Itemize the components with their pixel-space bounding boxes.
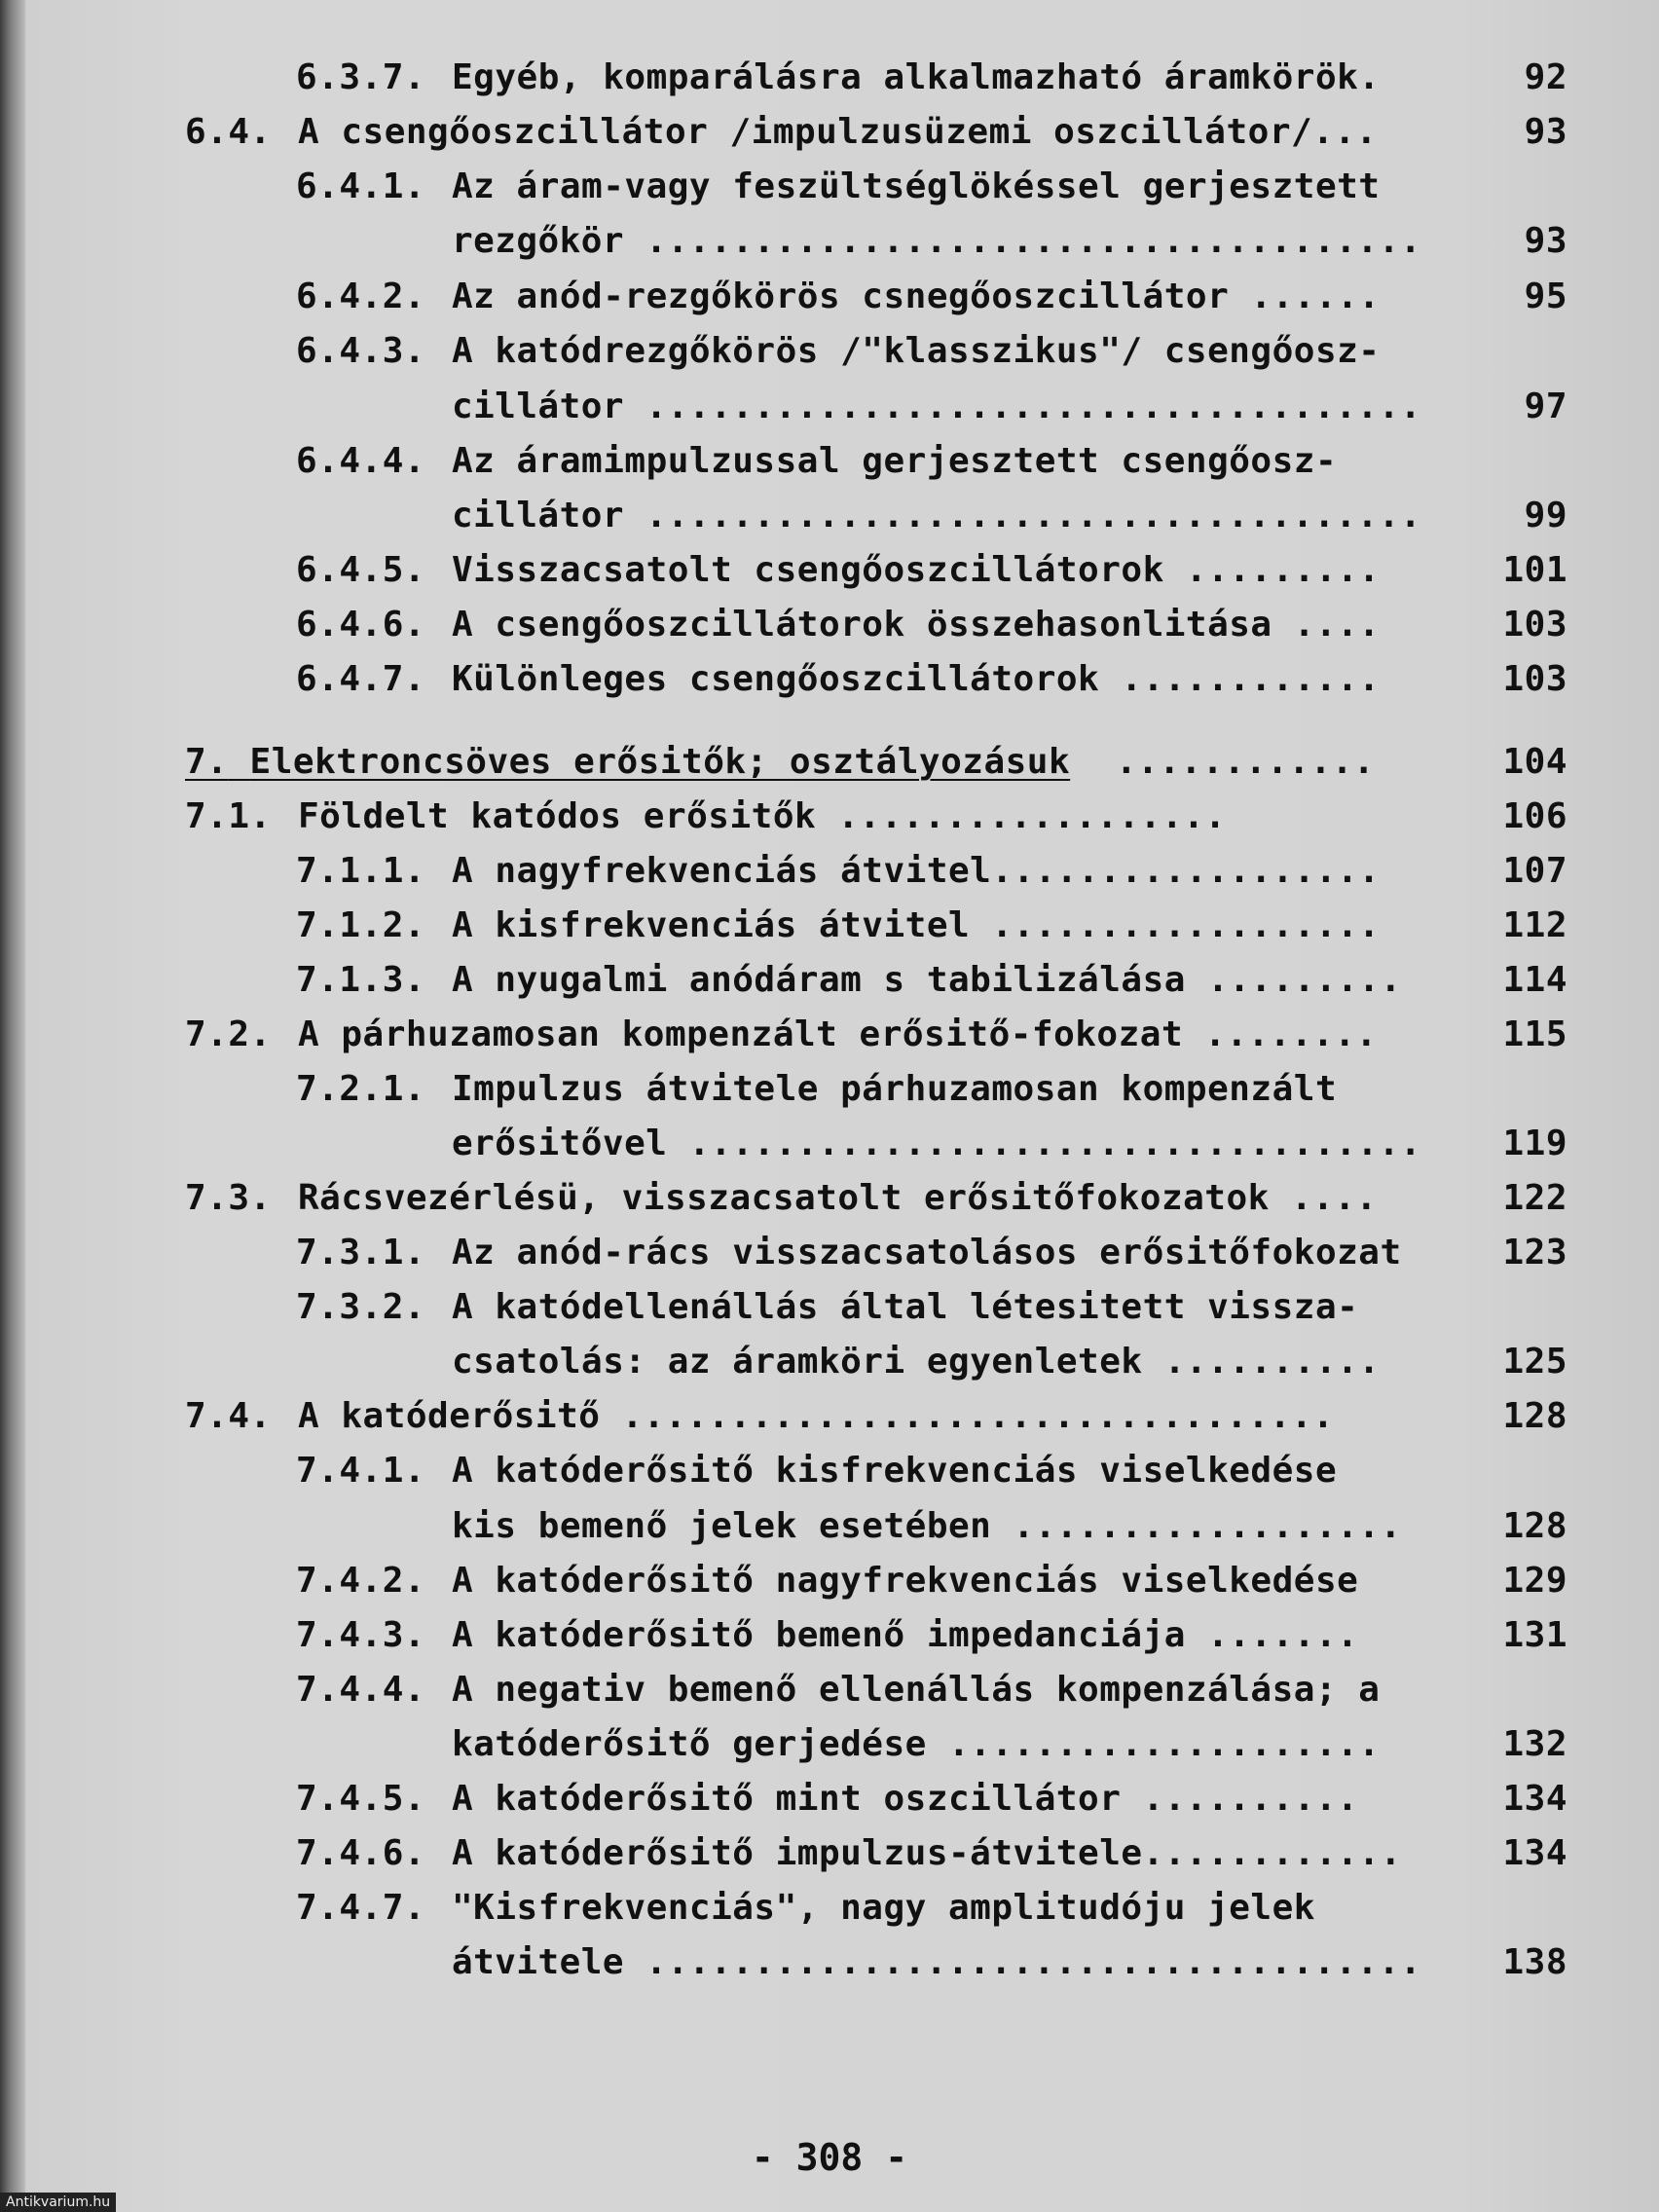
toc-entry	[0, 543, 1659, 598]
toc-number: 7.4.7.	[296, 1888, 426, 1928]
toc-text: A katóderősitő nagyfrekvenciás viselkedése	[452, 1561, 1359, 1601]
toc-text: átvitele ....................................	[452, 1942, 1421, 1982]
toc-page-number: 128	[1502, 1396, 1567, 1436]
toc-number: 6.4.7.	[296, 659, 426, 699]
toc-text: A párhuzamosan kompenzált erősitő-fokozat ........	[298, 1014, 1378, 1054]
toc-entry	[0, 899, 1659, 953]
toc-text: csatolás: az áramköri egyenletek ..........	[452, 1342, 1381, 1382]
toc-text: erősitővel ..................................	[452, 1124, 1421, 1163]
toc-number: 7.2.1.	[296, 1069, 426, 1109]
toc-number: 7.4.2.	[296, 1561, 426, 1601]
toc-entry	[0, 324, 1659, 379]
toc-entry	[0, 1554, 1659, 1608]
toc-entry	[0, 1008, 1659, 1062]
toc-entry	[0, 434, 1659, 489]
toc-entry	[0, 652, 1659, 707]
toc-entry	[0, 953, 1659, 1008]
toc-text: A csengőoszcillátorok összehasonlitása ....	[452, 605, 1381, 645]
toc-page-number: 112	[1502, 905, 1567, 945]
toc-page-number: 131	[1502, 1615, 1567, 1655]
toc-number: 6.4.1.	[296, 166, 426, 206]
toc-number: 6.4.	[185, 112, 272, 152]
toc-page-number: 134	[1502, 1779, 1567, 1819]
toc-number: 6.4.2.	[296, 276, 426, 316]
toc-number: 7.4.3.	[296, 1615, 426, 1655]
toc-page-number: 93	[1524, 221, 1567, 261]
toc-text: Visszacsatolt csengőoszcillátorok .........	[452, 550, 1381, 590]
toc-entry	[0, 1717, 1659, 1772]
toc-text: A katóderősitő mint oszcillátor ..........	[452, 1779, 1359, 1819]
chapter-title	[185, 735, 1070, 790]
toc-entry	[0, 1826, 1659, 1881]
toc-text: Az anód-rács visszacsatolásos erősitőfokozat	[452, 1233, 1402, 1272]
toc-entry	[0, 735, 1659, 790]
toc-entry	[0, 1335, 1659, 1389]
toc-text: A katóderősitő impulzus-átvitele............	[452, 1833, 1402, 1873]
toc-entry	[0, 1881, 1659, 1936]
toc-entry	[0, 214, 1659, 269]
toc-text: katóderősitő gerjedése ....................	[452, 1724, 1381, 1764]
toc-text: A kisfrekvenciás átvitel ..................	[452, 905, 1381, 945]
page-number-footer: - 308 -	[751, 2136, 908, 2179]
toc-text: Elektroncsöves erősitők; osztályozásuk	[249, 742, 1071, 782]
toc-entry	[0, 1280, 1659, 1335]
toc-text: Rácsvezérlésü, visszacsatolt erősitőfokozatok ....	[298, 1178, 1378, 1218]
toc-entry	[0, 598, 1659, 652]
toc-page-number: 115	[1502, 1014, 1567, 1054]
toc-number: 7.4.4.	[296, 1670, 426, 1710]
toc-text: A katódrezgőkörös /"klasszikus"/ csengőosz-	[452, 331, 1381, 371]
toc-text: cillátor ....................................	[452, 387, 1421, 426]
toc-page-number: 122	[1502, 1178, 1567, 1218]
toc-entry	[0, 380, 1659, 434]
toc-page-number: 114	[1502, 960, 1567, 1000]
toc-text: A nyugalmi anódáram s tabilizálása .........	[452, 960, 1402, 1000]
toc-page-number: 95	[1524, 276, 1567, 316]
toc-number: 6.4.4.	[296, 441, 426, 481]
toc-entry	[0, 105, 1659, 160]
toc-text: cillátor ....................................	[452, 496, 1421, 535]
toc-text: A negativ bemenő ellenállás kompenzálása; a	[452, 1670, 1381, 1710]
toc-text: rezgőkör ....................................	[452, 221, 1421, 261]
toc-page-number: 99	[1524, 496, 1567, 535]
toc-page-number: 92	[1524, 57, 1567, 97]
toc-text: Egyéb, komparálásra alkalmazható áramkörök.	[452, 57, 1381, 97]
toc-entry	[0, 1608, 1659, 1663]
toc-entry	[0, 160, 1659, 214]
toc-number: 6.4.6.	[296, 605, 426, 645]
toc-leader: ............	[1116, 742, 1376, 782]
toc-text: A katóderősitő bemenő impedanciája .......	[452, 1615, 1359, 1655]
toc-page-number: 138	[1502, 1942, 1567, 1982]
toc-page-number: 103	[1502, 605, 1567, 645]
toc-text: A katódellenállás által létesitett vissza-	[452, 1287, 1359, 1327]
toc-text: Az anód-rezgőkörös csnegőoszcillátor ......	[452, 276, 1381, 316]
toc-page-number: 119	[1502, 1124, 1567, 1163]
toc-entry	[0, 844, 1659, 899]
toc-number: 7.3.1.	[296, 1233, 426, 1272]
toc-page-number: 123	[1502, 1233, 1567, 1272]
toc-number: 7.	[185, 742, 229, 782]
toc-entry	[0, 1499, 1659, 1554]
toc-text: A csengőoszcillátor /impulzusüzemi oszcillátor/...	[298, 112, 1378, 152]
toc-text: A katóderősitő kisfrekvenciás viselkedése	[452, 1451, 1338, 1491]
toc-page-number: 107	[1502, 851, 1567, 891]
toc-entry	[0, 489, 1659, 543]
toc-page-number: 104	[1502, 742, 1567, 782]
toc-number: 7.3.2.	[296, 1287, 426, 1327]
toc-entry	[0, 1772, 1659, 1826]
toc-entry	[0, 1663, 1659, 1717]
toc-page-number: 103	[1502, 659, 1567, 699]
toc-number: 7.1.2.	[296, 905, 426, 945]
toc-number: 7.4.1.	[296, 1451, 426, 1491]
toc-entry	[0, 1389, 1659, 1444]
toc-entry	[0, 51, 1659, 105]
toc-number: 7.1.1.	[296, 851, 426, 891]
toc-number: 7.1.	[185, 796, 272, 836]
toc-page-number: 134	[1502, 1833, 1567, 1873]
toc-entry	[0, 1117, 1659, 1171]
toc-number: 7.4.	[185, 1396, 272, 1436]
toc-entry	[0, 790, 1659, 844]
toc-number: 6.4.5.	[296, 550, 426, 590]
watermark: Antikvarium.hu	[0, 2193, 116, 2212]
toc-page-number: 128	[1502, 1506, 1567, 1546]
toc-entry	[0, 1444, 1659, 1498]
toc-text: Az áram-vagy feszültséglökéssel gerjesztett	[452, 166, 1381, 206]
toc-entry	[0, 1226, 1659, 1280]
toc-text: "Kisfrekvenciás", nagy amplitudóju jelek	[452, 1888, 1315, 1928]
toc-number: 7.4.5.	[296, 1779, 426, 1819]
toc-page-number: 97	[1524, 387, 1567, 426]
toc-number: 7.2.	[185, 1014, 272, 1054]
toc-page-number: 125	[1502, 1342, 1567, 1382]
toc-text: Az áramimpulzussal gerjesztett csengőosz-	[452, 441, 1338, 481]
toc-page-number: 132	[1502, 1724, 1567, 1764]
toc-text: Különleges csengőoszcillátorok ............	[452, 659, 1381, 699]
toc-entry	[0, 270, 1659, 324]
toc-number: 7.4.6.	[296, 1833, 426, 1873]
toc-text: kis bemenő jelek esetében ..................	[452, 1506, 1402, 1546]
toc-number: 6.4.3.	[296, 331, 426, 371]
toc-text: A katóderősitő .................................	[298, 1396, 1335, 1436]
toc-page-number: 93	[1524, 112, 1567, 152]
toc-text: A nagyfrekvenciás átvitel..................	[452, 851, 1381, 891]
toc-text: Földelt katódos erősitők ..................	[298, 796, 1227, 836]
toc-entry	[0, 1062, 1659, 1117]
toc-text: Impulzus átvitele párhuzamosan kompenzált	[452, 1069, 1338, 1109]
toc-entry	[0, 1171, 1659, 1226]
toc-page-number: 129	[1502, 1561, 1567, 1601]
toc-number: 7.3.	[185, 1178, 272, 1218]
toc-entry	[0, 1936, 1659, 1990]
toc-page-number: 101	[1502, 550, 1567, 590]
toc-number: 6.3.7.	[296, 57, 426, 97]
toc-number: 7.1.3.	[296, 960, 426, 1000]
toc-page-number: 106	[1502, 796, 1567, 836]
